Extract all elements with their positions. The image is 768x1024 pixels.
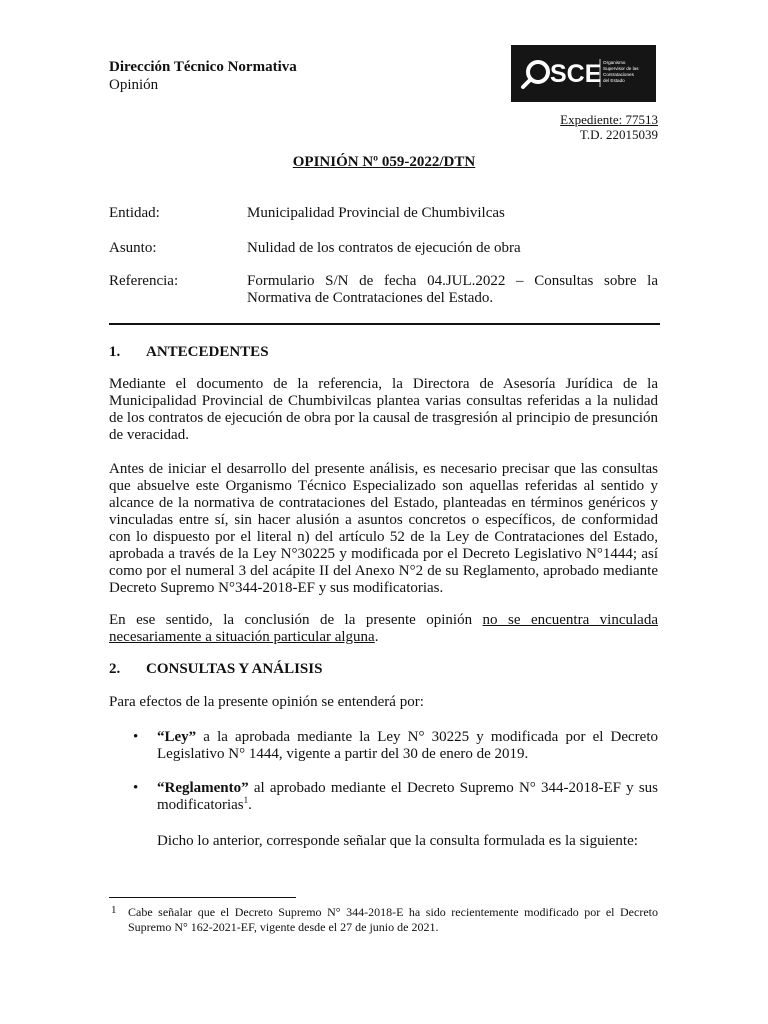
referencia-value: Formulario S/N de fecha 04.JUL.2022 – Consultas sobre la Normativa de Contrataciones del Estado. <box>247 273 658 306</box>
footnote-text: Cabe señalar que el Decreto Supremo N° 344-2018-E ha sido recientemente modificado por el Decreto Supremo N° 162-2021-EF, vigente desde el 27 de junio de 2021. <box>128 905 658 934</box>
p3-end: . <box>374 629 379 645</box>
section-2-heading <box>109 661 322 678</box>
section-1-title: ANTECEDENTES <box>146 344 269 360</box>
section-2-closing: Dicho lo anterior, corresponde señalar que la consulta formulada es la siguiente: <box>157 833 638 849</box>
bullet-ley <box>157 729 658 763</box>
p3-text: En ese sentido, la conclusión de la presente opinión <box>109 612 483 628</box>
bullet-reglamento <box>157 780 658 814</box>
section-2-number: 2. <box>109 661 121 677</box>
bullet-ley-term: “Ley” <box>157 729 197 745</box>
asunto-value: Nulidad de los contratos de ejecución de obra <box>247 240 521 256</box>
bullet-ley-text: a la aprobada mediante la Ley N° 30225 y modificada por el Decreto Legislativo N° 1444, vigente a partir del 30 de enero de 2019. <box>157 729 658 762</box>
bullet-marker: • <box>133 780 139 796</box>
referencia-label: Referencia: <box>109 273 179 289</box>
bullet-reglamento-end: . <box>248 797 252 813</box>
td-number: T.D. 22015039 <box>579 127 658 142</box>
logo-tagline-3: Contrataciones <box>603 72 634 77</box>
document-type: Opinión <box>109 77 159 93</box>
footnote-reference[interactable]: 1 <box>243 795 249 805</box>
logo-tagline-1: Organismo <box>603 60 626 65</box>
asunto-label: Asunto: <box>109 240 157 256</box>
bullet-reglamento-text: al aprobado mediante el Decreto Supremo N° 344-2018-EF y sus modificatorias <box>157 780 658 813</box>
entidad-value: Municipalidad Provincial de Chumbivilcas <box>247 205 505 221</box>
section-2-intro: Para efectos de la presente opinión se entenderá por: <box>109 694 424 710</box>
bullet-marker: • <box>133 729 139 745</box>
footnote-number: 1 <box>111 904 117 916</box>
section-1-paragraph-2: Antes de iniciar el desarrollo del presente análisis, es necesario precisar que las consultas que absuelve este Organismo Técnico Especializado son aquellas referidas al sentido y alcance de la normativa de contrataciones del Estado, planteadas en términos genéricos y vinculadas entre sí, sin hacer alusión a asuntos concretos o específicos, de conformidad con lo dispuesto por el literal n) del artículo 52 de la Ley de Contrataciones del Estado, aprobada a través de la Ley N°30225 y modificada por el Decreto Legislativo N°1444; así como por el numeral 3 del acápite II del Anexo N°2 de su Reglamento, aprobado mediante Decreto Supremo N°344-2018-EF y sus modificatorias. <box>109 461 658 596</box>
section-1-paragraph-3 <box>109 612 658 646</box>
section-2-title: CONSULTAS Y ANÁLISIS <box>146 661 323 677</box>
logo-tagline-2: Supervisor de las <box>603 66 639 71</box>
section-1-paragraph-1: Mediante el documento de la referencia, la Directora de Asesoría Jurídica de la Municipalidad Provincial de Chumbivilcas plantea varias consultas referidas a la nulidad de los contratos de ejecución de obra por la causal de trasgresión al principio de presunción de veracidad. <box>109 376 658 443</box>
entidad-label: Entidad: <box>109 205 160 221</box>
expediente-number: Expediente: 77513 <box>560 112 658 127</box>
logo-wordmark: SCE <box>550 60 602 88</box>
section-1-heading <box>109 344 269 361</box>
department-name: Dirección Técnico Normativa <box>109 59 297 75</box>
section-1-number: 1. <box>109 344 121 360</box>
document-title: OPINIÓN Nº 059-2022/DTN <box>292 154 476 170</box>
header-divider <box>109 323 660 325</box>
bullet-reglamento-term: “Reglamento” <box>157 780 249 796</box>
footnote-divider <box>109 897 296 898</box>
logo-tagline-4: del Estado <box>603 78 625 83</box>
file-reference <box>560 112 658 142</box>
p3-underlined-text: no se encuentra vinculada necesariamente a situación particular alguna <box>109 612 658 645</box>
osce-logo <box>511 45 656 102</box>
